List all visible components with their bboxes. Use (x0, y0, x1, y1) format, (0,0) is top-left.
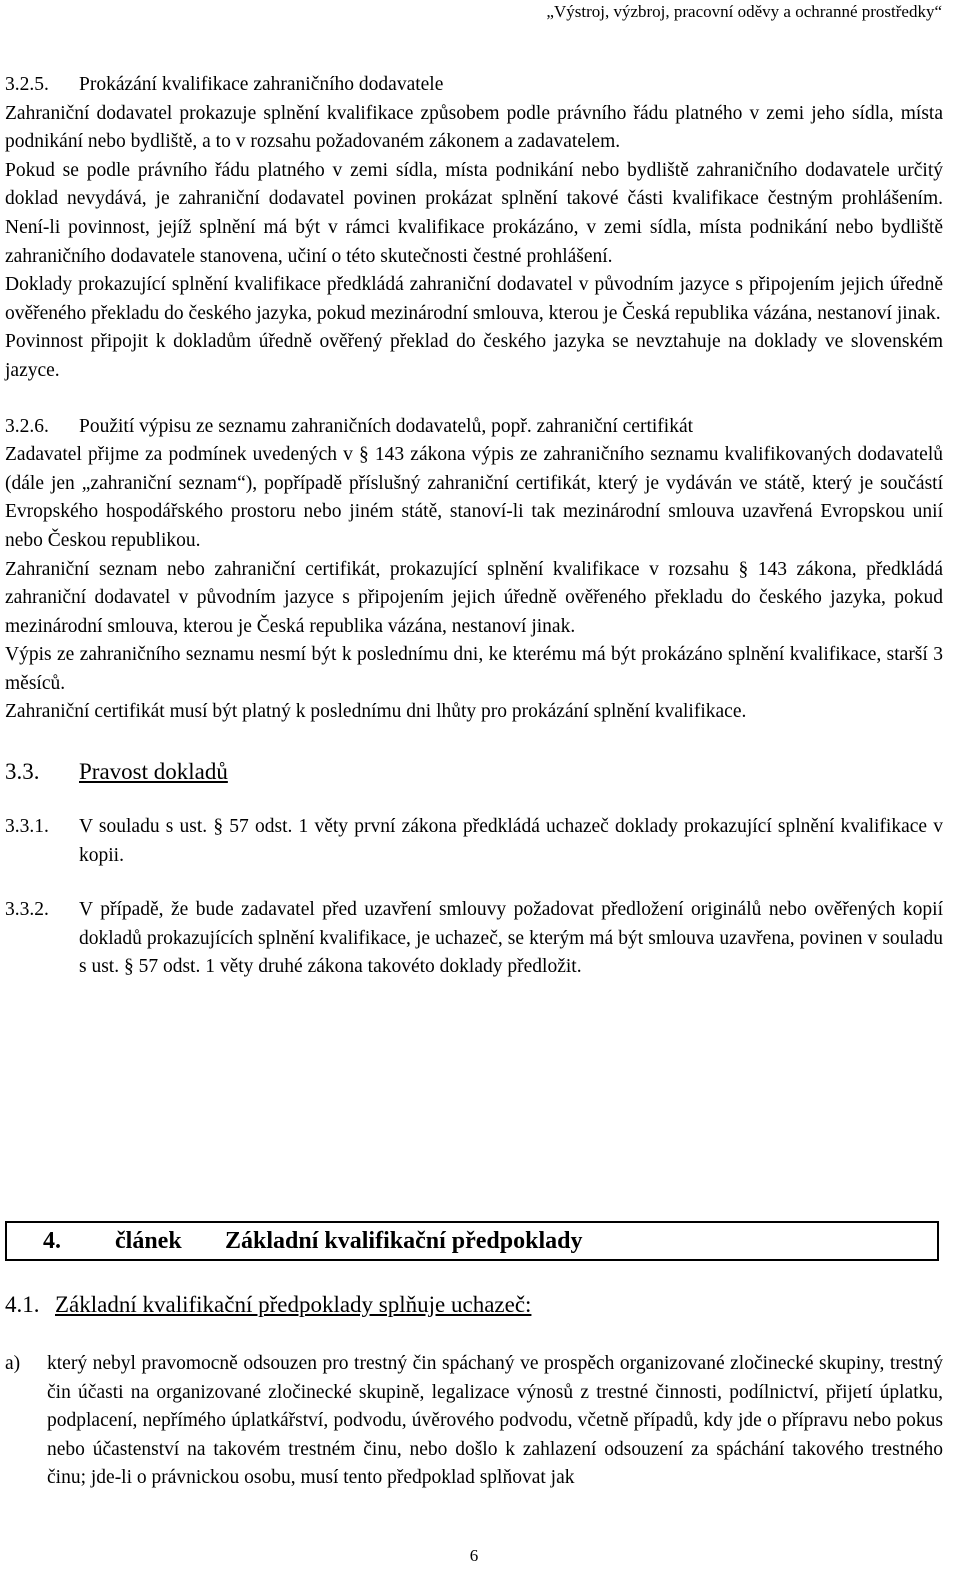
subsection-4-1-heading (5, 1290, 943, 1320)
spacer (5, 386, 943, 413)
section-3-3-heading (5, 757, 943, 787)
section-title: Pravost dokladů (79, 759, 228, 785)
numbered-item-3-3-1 (5, 813, 943, 870)
paragraph: Výpis ze zahraničního seznamu nesmí být k poslednímu dni, ke kterému má být prokázáno splnění kvalifikace, starší 3 měsíců. (5, 644, 943, 694)
item-number: 3.3.1. (5, 816, 49, 838)
section-number: 3.3. (5, 759, 40, 785)
section-title: Prokázání kvalifikace zahraničního dodavatele (79, 74, 444, 95)
item-text: V případě, že bude zadavatel před uzavření smlouvy požadovat předložení originálů nebo ověřených kopií dokladů prokazujících splnění kvalifikace, je uchazeč, se kterým má být smlouva uzavřena, povinen v souladu s ust. § 57 odst. 1 věty druhé zákona takovéto doklady předložit. (79, 899, 943, 978)
section-3-2-5-heading (5, 71, 943, 100)
paragraph: Zahraniční certifikát musí být platný k poslednímu dni lhůty pro prokázání splnění kvalifikace. (5, 701, 747, 723)
paragraph: Povinnost připojit k dokladům úředně ověřený překlad do českého jazyka se nevztahuje na doklady ve slovenském jazyce. (5, 331, 943, 381)
main-content (5, 71, 943, 982)
section-3-2-6-heading (5, 413, 943, 442)
running-header: „Výstroj, výzbroj, pracovní oděvy a ochranné prostředky“ (546, 2, 942, 21)
section-number: 3.2.6. (5, 415, 49, 437)
article-number: 4. (43, 1227, 61, 1254)
spacer (5, 787, 943, 813)
subsection-title: Základní kvalifikační předpoklady splňuje uchazeč: (55, 1292, 532, 1317)
paragraph: Doklady prokazující splnění kvalifikace předkládá zahraniční dodavatel v původním jazyce s připojením jejich úředně ověřeného překladu do českého jazyka, pokud mezinárodní smlouva, kterou je Česká republika vázána, nestanoví jinak. (5, 274, 943, 324)
numbered-item-3-3-2 (5, 896, 943, 982)
paragraph: Zahraniční seznam nebo zahraniční certifikát, prokazující splnění kvalifikace v rozsahu § 143 zákona, předkládá zahraniční dodavatel v původním jazyce s připojením jejich úředně ověřeného překladu do českého jazyka, pokud mezinárodní smlouva, kterou je Česká republika vázána, nestanoví jinak. (5, 558, 943, 637)
list-item-text: který nebyl pravomocně odsouzen pro trestný čin spáchaný ve prospěch organizované zločinecké skupiny, trestný čin účasti na organizované zločinecké skupině, legalizace výnosů z trestné činnosti, podílnictví, přijetí úplatku, podplacení, nepřímého úplatkářství, podvodu, úvěrového podvodu, včetně případů, kdy jde o přípravu nebo pokus nebo účastenství na takovém trestném činu, nebo došlo k zahlazení odsouzení za spáchání takového trestného činu; jde-li o právnickou osobu, musí tento předpoklad splňovat jak (47, 1353, 943, 1489)
spacer (5, 870, 943, 896)
section-title: Použití výpisu ze seznamu zahraničních dodavatelů, popř. zahraniční certifikát (79, 415, 694, 437)
subsection-number: 4.1. (5, 1292, 40, 1317)
spacer (5, 727, 943, 757)
item-number: 3.3.2. (5, 899, 49, 921)
paragraph: Zadavatel přijme za podmínek uvedených v § 143 zákona výpis ze zahraničního seznamu kvalifikovaných dodavatelů (dále jen „zahraniční seznam“), popřípadě příslušný zahraniční certifikát, který je vydáván ve státě, který je součástí Evropského hospodářského prostoru nebo jiném státě, stanoví-li tak mezinárodní smlouva uzavřená Evropskou unií nebo Českou republikou. (5, 444, 943, 551)
section-number: 3.2.5. (5, 74, 49, 95)
item-text: V souladu s ust. § 57 odst. 1 věty první zákona předkládá uchazeč doklady prokazující splnění kvalifikace v kopii. (79, 816, 943, 866)
paragraph: Pokud se podle právního řádu platného v zemi sídla, místa podnikání nebo bydliště zahraničního dodavatele určitý doklad nevydává, je zahraniční dodavatel povinen prokázat splnění takové části kvalifikace čestným prohlášením. Není-li povinnost, jejíž splnění má být v rámci kvalifikace prokázáno, v zemi sídla, místa podnikání nebo bydliště zahraničního dodavatele stanovena, učiní o této skutečnosti čestné prohlášení. (5, 159, 943, 267)
page-number: 6 (469, 1546, 479, 1565)
list-item-a (5, 1350, 943, 1493)
paragraph: Zahraniční dodavatel prokazuje splnění kvalifikace způsobem podle právního řádu platného v zemi jeho sídla, místa podnikání nebo bydliště, a to v rozsahu požadovaném zákonem a zadavatelem. (5, 102, 943, 153)
article-heading-box (5, 1221, 939, 1261)
article-word: článek (115, 1227, 182, 1254)
article-title: Základní kvalifikační předpoklady (225, 1227, 583, 1254)
list-marker: a) (5, 1353, 21, 1374)
